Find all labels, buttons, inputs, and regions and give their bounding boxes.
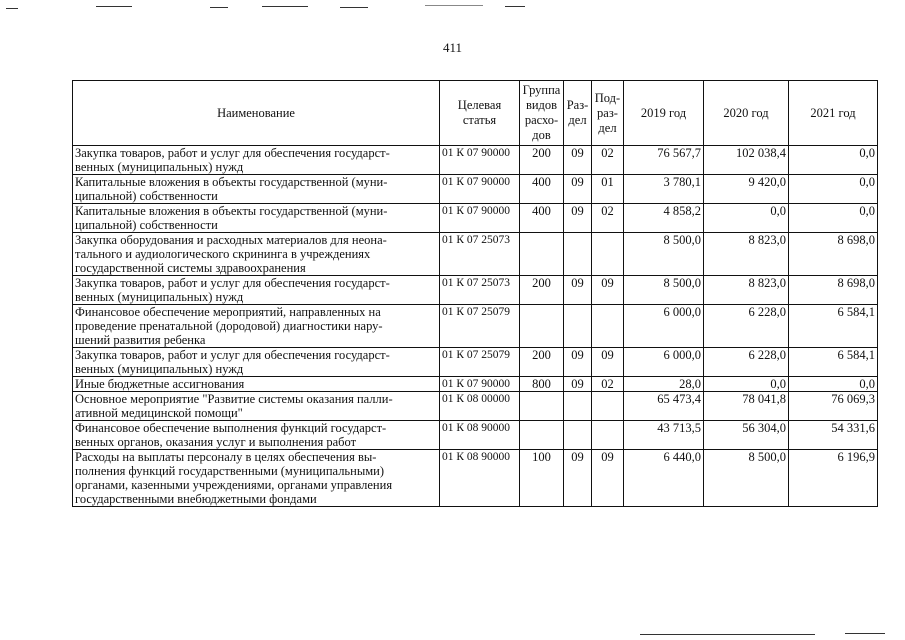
table-row [73,377,878,392]
row-section: 09 [564,377,592,392]
row-name: Закупка оборудования и расходных материалов для неона- тального и аудиологического скрининга в учреждениях государственной системы здравоохранения [73,233,440,276]
row-value-2021: 6 584,1 [789,348,878,377]
row-subsection: 09 [592,450,624,507]
row-value-2019: 6 440,0 [624,450,704,507]
row-value-2020: 9 420,0 [704,175,789,204]
header-group: Группа видов расхо- дов [520,81,564,146]
table-row [73,421,878,450]
row-value-2019: 8 500,0 [624,276,704,305]
budget-table [72,80,878,507]
row-subsection [592,421,624,450]
row-expense-group [520,233,564,276]
row-value-2020: 8 823,0 [704,233,789,276]
row-subsection: 02 [592,377,624,392]
row-name: Основное мероприятие "Развитие системы оказания палли- ативной медицинской помощи" [73,392,440,421]
header-subsection: Под- раз- дел [592,81,624,146]
row-value-2020: 0,0 [704,377,789,392]
row-value-2020: 6 228,0 [704,348,789,377]
row-value-2019: 65 473,4 [624,392,704,421]
row-section: 09 [564,348,592,377]
row-target-code: 01 К 08 00000 [440,392,520,421]
row-subsection [592,305,624,348]
row-name: Расходы на выплаты персоналу в целях обеспечения вы- полнения функций государственными (муниципальными) органами, казенными учреждениями, органами управления государственными внебюджетными фондами [73,450,440,507]
row-section [564,392,592,421]
row-expense-group: 200 [520,276,564,305]
table-row [73,233,878,276]
page-number: 411 [442,40,463,55]
header-2020: 2020 год [704,81,789,146]
header-2021: 2021 год [789,81,878,146]
row-value-2019: 3 780,1 [624,175,704,204]
row-name: Капитальные вложения в объекты государственной (муни- ципальной) собственности [73,204,440,233]
row-expense-group [520,305,564,348]
row-value-2020: 56 304,0 [704,421,789,450]
row-target-code: 01 К 07 90000 [440,377,520,392]
row-expense-group: 800 [520,377,564,392]
row-value-2019: 43 713,5 [624,421,704,450]
row-expense-group: 200 [520,348,564,377]
row-name: Капитальные вложения в объекты государственной (муни- ципальной) собственности [73,175,440,204]
row-value-2020: 78 041,8 [704,392,789,421]
row-name: Закупка товаров, работ и услуг для обеспечения государст- венных (муниципальных) нужд [73,276,440,305]
row-value-2021: 8 698,0 [789,276,878,305]
row-value-2021: 0,0 [789,204,878,233]
row-subsection: 02 [592,146,624,175]
row-value-2019: 76 567,7 [624,146,704,175]
row-section [564,305,592,348]
row-value-2021: 0,0 [789,377,878,392]
scan-artifact [425,5,483,6]
row-expense-group: 400 [520,175,564,204]
row-section [564,233,592,276]
row-target-code: 01 К 07 90000 [440,204,520,233]
row-name: Финансовое обеспечение мероприятий, направленных на проведение пренатальной (дородовой) диагностики нару- шений развития ребенка [73,305,440,348]
row-target-code: 01 К 07 90000 [440,146,520,175]
row-value-2021: 8 698,0 [789,233,878,276]
row-value-2019: 8 500,0 [624,233,704,276]
row-expense-group [520,392,564,421]
row-name: Закупка товаров, работ и услуг для обеспечения государст- венных (муниципальных) нужд [73,146,440,175]
row-value-2021: 76 069,3 [789,392,878,421]
row-value-2019: 4 858,2 [624,204,704,233]
row-subsection: 09 [592,276,624,305]
scan-artifact [96,6,132,7]
row-subsection: 09 [592,348,624,377]
row-value-2020: 0,0 [704,204,789,233]
scan-artifact [262,6,308,7]
table-header-row [73,81,878,146]
row-name: Закупка товаров, работ и услуг для обеспечения государст- венных (муниципальных) нужд [73,348,440,377]
row-subsection [592,233,624,276]
row-section: 09 [564,276,592,305]
row-target-code: 01 К 07 25079 [440,348,520,377]
table-row [73,348,878,377]
header-name: Наименование [73,81,440,146]
row-value-2021: 6 584,1 [789,305,878,348]
header-section: Раз- дел [564,81,592,146]
row-value-2021: 0,0 [789,146,878,175]
row-expense-group: 400 [520,204,564,233]
scan-artifact [6,8,18,9]
row-subsection [592,392,624,421]
table-row [73,175,878,204]
row-section: 09 [564,146,592,175]
table-row [73,276,878,305]
row-name: Иные бюджетные ассигнования [73,377,440,392]
row-value-2019: 6 000,0 [624,305,704,348]
row-subsection: 01 [592,175,624,204]
row-value-2021: 6 196,9 [789,450,878,507]
row-name: Финансовое обеспечение выполнения функций государст- венных органов, оказания услуг и выполнения работ [73,421,440,450]
row-value-2020: 102 038,4 [704,146,789,175]
row-target-code: 01 К 07 25073 [440,233,520,276]
table-row [73,305,878,348]
table-row [73,146,878,175]
row-target-code: 01 К 07 25073 [440,276,520,305]
row-value-2019: 28,0 [624,377,704,392]
scan-artifact [640,634,815,635]
row-value-2020: 8 823,0 [704,276,789,305]
scan-artifact [845,633,885,634]
scan-artifact [340,7,368,8]
header-target: Целевая статья [440,81,520,146]
scan-artifact [210,7,228,8]
row-value-2021: 54 331,6 [789,421,878,450]
row-expense-group: 200 [520,146,564,175]
row-expense-group: 100 [520,450,564,507]
row-expense-group [520,421,564,450]
table-row [73,392,878,421]
row-value-2019: 6 000,0 [624,348,704,377]
table-row [73,450,878,507]
row-value-2020: 6 228,0 [704,305,789,348]
row-section: 09 [564,175,592,204]
row-target-code: 01 К 07 25079 [440,305,520,348]
scan-artifact [505,6,525,7]
row-subsection: 02 [592,204,624,233]
row-value-2021: 0,0 [789,175,878,204]
header-2019: 2019 год [624,81,704,146]
row-target-code: 01 К 08 90000 [440,421,520,450]
row-value-2020: 8 500,0 [704,450,789,507]
row-target-code: 01 К 08 90000 [440,450,520,507]
row-section: 09 [564,450,592,507]
row-section [564,421,592,450]
table-row [73,204,878,233]
row-section: 09 [564,204,592,233]
row-target-code: 01 К 07 90000 [440,175,520,204]
